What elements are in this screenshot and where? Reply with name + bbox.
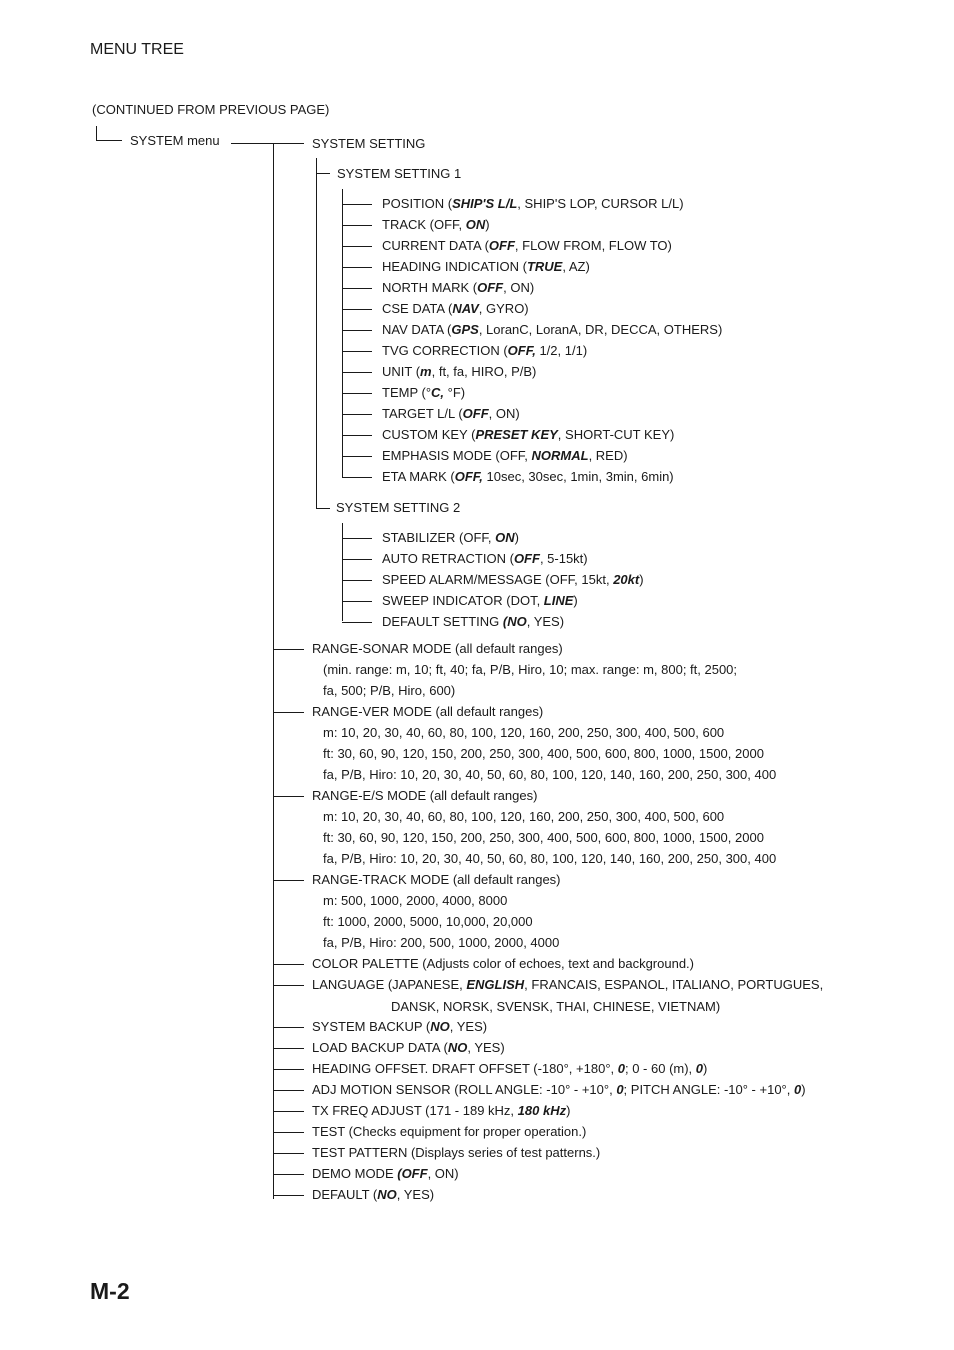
default-value: OFF bbox=[477, 280, 504, 295]
label-text: SWEEP INDICATOR (DOT, bbox=[382, 593, 544, 608]
ss1-item-connector bbox=[342, 204, 372, 205]
main-item-connector bbox=[273, 1090, 304, 1091]
label-text: TEST (Checks equipment for proper operation.) bbox=[312, 1124, 587, 1139]
label-text: , YES) bbox=[526, 614, 565, 629]
root-connector bbox=[96, 126, 97, 140]
label-text: , RED) bbox=[588, 448, 628, 463]
ss2-connector bbox=[316, 508, 330, 509]
default-value: 0 bbox=[793, 1082, 802, 1097]
ss1-item-connector bbox=[342, 225, 372, 226]
main-item bbox=[312, 704, 543, 720]
label-text: , FRANCAIS, ESPANOL, ITALIANO, PORTUGUES, bbox=[524, 977, 824, 992]
language-continuation: DANSK, NORSK, SVENSK, THAI, CHINESE, VIETNAM) bbox=[391, 999, 721, 1014]
ss1-item bbox=[382, 385, 465, 401]
ss1-item bbox=[382, 259, 590, 275]
ss2-item bbox=[382, 614, 564, 630]
label-text: DEMO MODE bbox=[312, 1166, 398, 1181]
main-item-connector bbox=[273, 880, 304, 881]
range-detail: fa, 500; P/B, Hiro, 600) bbox=[323, 683, 456, 698]
main-item bbox=[312, 872, 561, 888]
ss2-item bbox=[382, 530, 519, 546]
default-value: 0 bbox=[695, 1061, 704, 1076]
ss1-item-connector bbox=[342, 456, 372, 457]
range-detail: (min. range: m, 10; ft, 40; fa, P/B, Hiro, 10; max. range: m, 800; ft, 2500; bbox=[323, 662, 738, 677]
main-item-connector bbox=[273, 964, 304, 965]
system-setting-2-label: SYSTEM SETTING 2 bbox=[336, 500, 461, 515]
label-text: CUSTOM KEY ( bbox=[382, 427, 476, 442]
ss1-item-connector bbox=[342, 267, 372, 268]
label-text: , YES) bbox=[467, 1040, 505, 1055]
label-text: , GYRO) bbox=[478, 301, 529, 316]
ss1-item bbox=[382, 238, 672, 254]
label-text: CURRENT DATA ( bbox=[382, 238, 489, 253]
default-value: OFF bbox=[488, 238, 515, 253]
system-menu-connector bbox=[231, 143, 304, 144]
label-text: , ft, fa, HIRO, P/B) bbox=[431, 364, 537, 379]
label-text: TEST PATTERN (Displays series of test patterns.) bbox=[312, 1145, 601, 1160]
main-item-connector bbox=[273, 649, 304, 650]
default-value: OFF bbox=[462, 406, 489, 421]
ss-branch-vertical bbox=[316, 158, 317, 508]
label-text: 1/2, 1/1) bbox=[535, 343, 588, 358]
default-value: OFF bbox=[513, 551, 540, 566]
label-text: STABILIZER (OFF, bbox=[382, 530, 496, 545]
label-text: , SHORT-CUT KEY) bbox=[557, 427, 675, 442]
label-text: CSE DATA ( bbox=[382, 301, 453, 316]
range-detail: m: 500, 1000, 2000, 4000, 8000 bbox=[323, 893, 508, 908]
label-text: RANGE-E/S MODE (all default ranges) bbox=[312, 788, 538, 803]
label-text: ) bbox=[566, 1103, 571, 1118]
ss2-item-connector bbox=[342, 622, 372, 623]
label-text: AUTO RETRACTION ( bbox=[382, 551, 514, 566]
label-text: , AZ) bbox=[562, 259, 590, 274]
label-text: ) bbox=[514, 530, 520, 545]
range-detail: fa, P/B, Hiro: 200, 500, 1000, 2000, 4000 bbox=[323, 935, 560, 950]
ss1-item-connector bbox=[342, 414, 372, 415]
default-value: TRUE bbox=[526, 259, 563, 274]
main-item bbox=[312, 641, 563, 657]
ss1-connector bbox=[316, 173, 330, 174]
default-value: 20kt bbox=[613, 572, 640, 587]
system-setting-label: SYSTEM SETTING bbox=[312, 136, 426, 151]
ss1-items-vertical bbox=[342, 189, 343, 477]
main-item bbox=[312, 788, 537, 804]
label-text: ) bbox=[639, 572, 644, 587]
label-text: , 5-15kt) bbox=[539, 551, 588, 566]
label-text: 10sec, 30sec, 1min, 3min, 6min) bbox=[482, 469, 674, 484]
label-text: SYSTEM BACKUP ( bbox=[312, 1019, 431, 1034]
label-text: HEADING OFFSET. DRAFT OFFSET (-180°, +180°, bbox=[312, 1061, 618, 1076]
default-value: ON bbox=[495, 530, 515, 545]
label-text: HEADING INDICATION ( bbox=[382, 259, 527, 274]
continued-note: (CONTINUED FROM PREVIOUS PAGE) bbox=[92, 102, 330, 117]
label-text: RANGE-VER MODE (all default ranges) bbox=[312, 704, 544, 719]
default-value: NO bbox=[447, 1040, 468, 1055]
main-item bbox=[312, 977, 823, 993]
ss1-item-connector bbox=[342, 288, 372, 289]
label-text: , SHIP'S LOP, CURSOR L/L) bbox=[517, 196, 684, 211]
range-detail: fa, P/B, Hiro: 10, 20, 30, 40, 50, 60, 80, 100, 120, 140, 160, 200, 250, 300, 400 bbox=[323, 767, 777, 782]
label-text: TVG CORRECTION ( bbox=[382, 343, 508, 358]
range-detail: fa, P/B, Hiro: 10, 20, 30, 40, 50, 60, 80, 100, 120, 140, 160, 200, 250, 300, 400 bbox=[323, 851, 777, 866]
label-text: ADJ MOTION SENSOR (ROLL ANGLE: -10° - +10°, bbox=[312, 1082, 617, 1097]
ss1-item bbox=[382, 469, 674, 485]
label-text: NAV DATA ( bbox=[382, 322, 452, 337]
ss1-item bbox=[382, 196, 684, 212]
main-trunk-vertical bbox=[273, 143, 274, 1199]
default-value: ON bbox=[465, 217, 486, 232]
default-value: NAV bbox=[452, 301, 479, 316]
default-value: NO bbox=[430, 1019, 450, 1034]
default-value: 0 bbox=[617, 1061, 625, 1076]
default-value: (OFF bbox=[397, 1166, 428, 1181]
ss1-item bbox=[382, 280, 534, 296]
range-detail: m: 10, 20, 30, 40, 60, 80, 100, 120, 160, 200, 250, 300, 400, 500, 600 bbox=[323, 809, 725, 824]
label-text: DEFAULT SETTING bbox=[382, 614, 503, 629]
label-text: °F) bbox=[444, 385, 466, 400]
label-text: ) bbox=[573, 593, 578, 608]
default-value: PRESET KEY bbox=[475, 427, 558, 442]
label-text: ; PITCH ANGLE: -10° - +10°, bbox=[623, 1082, 794, 1097]
default-value: 180 kHz bbox=[517, 1103, 567, 1118]
label-text: , FLOW FROM, FLOW TO) bbox=[514, 238, 672, 253]
label-text: RANGE-TRACK MODE (all default ranges) bbox=[312, 872, 561, 887]
label-text: , YES) bbox=[449, 1019, 488, 1034]
label-text: ) bbox=[485, 217, 490, 232]
ss1-item-connector bbox=[342, 435, 372, 436]
ss1-item bbox=[382, 343, 587, 359]
ss1-item-connector bbox=[342, 351, 372, 352]
ss1-item-connector bbox=[342, 477, 372, 478]
label-text: , LoranC, LoranA, DR, DECCA, OTHERS) bbox=[478, 322, 723, 337]
label-text: , ON) bbox=[503, 280, 535, 295]
label-text: NORTH MARK ( bbox=[382, 280, 478, 295]
ss1-item bbox=[382, 406, 520, 422]
ss1-item-connector bbox=[342, 309, 372, 310]
ss1-item bbox=[382, 448, 628, 464]
ss1-item bbox=[382, 364, 536, 380]
ss2-item-connector bbox=[342, 559, 372, 560]
default-value: ENGLISH bbox=[466, 977, 525, 992]
default-value: LINE bbox=[543, 593, 574, 608]
label-text: LANGUAGE (JAPANESE, bbox=[312, 977, 467, 992]
main-item bbox=[312, 1061, 707, 1077]
ss1-item bbox=[382, 427, 674, 443]
label-text: ETA MARK ( bbox=[382, 469, 455, 484]
ss1-item-connector bbox=[342, 393, 372, 394]
main-item bbox=[312, 1187, 434, 1203]
main-item-connector bbox=[273, 796, 304, 797]
range-detail: ft: 1000, 2000, 5000, 10,000, 20,000 bbox=[323, 914, 533, 929]
label-text: , YES) bbox=[396, 1187, 435, 1202]
main-item-connector bbox=[273, 985, 304, 986]
default-value: (NO bbox=[502, 614, 527, 629]
main-item bbox=[312, 1166, 459, 1182]
system-setting-1-label: SYSTEM SETTING 1 bbox=[337, 166, 462, 181]
main-item bbox=[312, 1103, 570, 1119]
default-value: NO bbox=[377, 1187, 397, 1202]
ss1-item bbox=[382, 217, 490, 233]
ss2-item-connector bbox=[342, 580, 372, 581]
range-detail: ft: 30, 60, 90, 120, 150, 200, 250, 300, 400, 500, 600, 800, 1000, 1500, 2000 bbox=[323, 830, 764, 845]
main-item-connector bbox=[273, 712, 304, 713]
main-item-connector bbox=[273, 1048, 304, 1049]
default-value: NORMAL bbox=[531, 448, 589, 463]
main-item-connector bbox=[273, 1174, 304, 1175]
ss1-item bbox=[382, 322, 722, 338]
main-item bbox=[312, 1124, 586, 1140]
default-value: m bbox=[420, 364, 432, 379]
main-item bbox=[312, 1040, 505, 1056]
label-text: UNIT ( bbox=[382, 364, 421, 379]
ss1-item-connector bbox=[342, 372, 372, 373]
label-text: ; 0 - 60 (m), bbox=[624, 1061, 696, 1076]
default-value: OFF, bbox=[507, 343, 536, 358]
main-item bbox=[312, 956, 694, 972]
label-text: DEFAULT ( bbox=[312, 1187, 378, 1202]
main-item bbox=[312, 1019, 487, 1035]
default-value: C, bbox=[431, 385, 445, 400]
ss1-item-connector bbox=[342, 246, 372, 247]
ss2-item-connector bbox=[342, 538, 372, 539]
main-item-connector bbox=[273, 1069, 304, 1070]
default-value: SHIP'S L/L bbox=[452, 196, 518, 211]
ss2-item bbox=[382, 551, 588, 567]
label-text: TX FREQ ADJUST (171 - 189 kHz, bbox=[312, 1103, 518, 1118]
label-text: EMPHASIS MODE (OFF, bbox=[382, 448, 532, 463]
main-item-connector bbox=[273, 1195, 304, 1196]
range-detail: m: 10, 20, 30, 40, 60, 80, 100, 120, 160, 200, 250, 300, 400, 500, 600 bbox=[323, 725, 725, 740]
ss2-item bbox=[382, 593, 578, 609]
main-item-connector bbox=[273, 1132, 304, 1133]
label-text: RANGE-SONAR MODE (all default ranges) bbox=[312, 641, 563, 656]
default-value: OFF, bbox=[454, 469, 483, 484]
main-item-connector bbox=[273, 1111, 304, 1112]
label-text: , ON) bbox=[488, 406, 520, 421]
default-value: 0 bbox=[616, 1082, 624, 1097]
main-item-connector bbox=[273, 1153, 304, 1154]
page-header: MENU TREE bbox=[90, 41, 184, 58]
main-item bbox=[312, 1145, 600, 1161]
label-text: COLOR PALETTE (Adjusts color of echoes, text and background.) bbox=[312, 956, 694, 971]
range-detail: ft: 30, 60, 90, 120, 150, 200, 250, 300, 400, 500, 600, 800, 1000, 1500, 2000 bbox=[323, 746, 764, 761]
label-text: TEMP (° bbox=[382, 385, 432, 400]
ss1-item bbox=[382, 301, 529, 317]
ss2-item bbox=[382, 572, 644, 588]
label-text: SPEED ALARM/MESSAGE (OFF, 15kt, bbox=[382, 572, 614, 587]
main-item-connector bbox=[273, 1027, 304, 1028]
label-text: POSITION ( bbox=[382, 196, 453, 211]
root-connector-h bbox=[96, 140, 122, 141]
system-menu-label: SYSTEM menu bbox=[130, 133, 220, 148]
label-text: ) bbox=[703, 1061, 708, 1076]
ss1-item-connector bbox=[342, 330, 372, 331]
ss2-item-connector bbox=[342, 601, 372, 602]
page-number: M-2 bbox=[90, 1278, 130, 1304]
label-text: ) bbox=[801, 1082, 806, 1097]
label-text: TARGET L/L ( bbox=[382, 406, 463, 421]
label-text: , ON) bbox=[427, 1166, 459, 1181]
label-text: TRACK (OFF, bbox=[382, 217, 466, 232]
main-item bbox=[312, 1082, 806, 1098]
label-text: LOAD BACKUP DATA ( bbox=[312, 1040, 448, 1055]
default-value: GPS bbox=[451, 322, 479, 337]
